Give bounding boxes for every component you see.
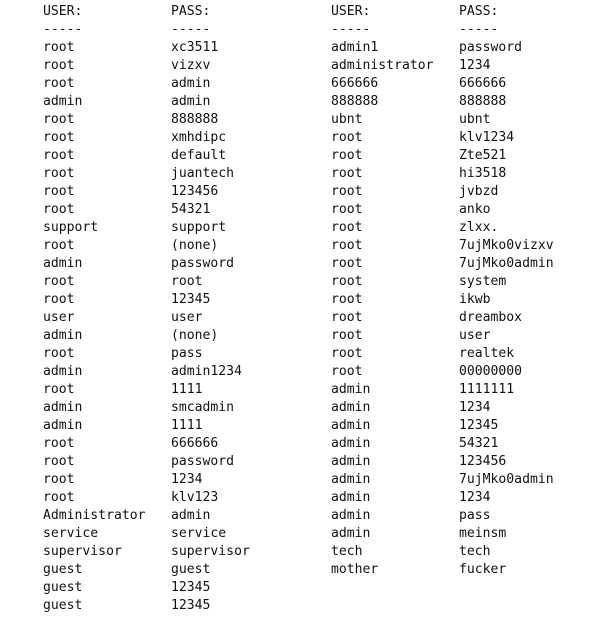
username-cell: admin [43,418,83,433]
username-cell: guest [43,562,83,577]
password-cell: realtek [459,346,515,361]
password-cell: klv123 [171,490,219,505]
password-cell: 888888 [171,112,219,127]
username-cell: root [331,346,363,361]
username-cell: root [43,202,75,217]
password-cell: smcadmin [171,400,235,415]
password-cell: user [171,310,203,325]
password-cell: 7ujMko0vizxv [459,238,554,253]
password-cell: zlxx. [459,220,499,235]
username-cell: admin [331,526,371,541]
divider: ----- [331,22,371,37]
username-cell: tech [331,544,363,559]
password-cell: jvbzd [459,184,499,199]
password-cell: xmhdipc [171,130,227,145]
password-cell: service [171,526,227,541]
password-cell: support [171,220,227,235]
password-cell: 1234 [459,490,491,505]
password-cell: admin1234 [171,364,242,379]
username-cell: root [331,202,363,217]
username-cell: root [331,166,363,181]
right-user-column [331,3,433,579]
username-cell: user [43,310,75,325]
username-cell: root [43,76,75,91]
username-cell: root [331,148,363,163]
divider: ----- [171,22,211,37]
left-user-column [43,3,145,615]
password-cell: system [459,274,507,289]
username-cell: root [43,112,75,127]
username-cell: admin [43,256,83,271]
password-cell: 12345 [171,598,211,613]
username-cell: root [331,256,363,271]
password-cell: xc3511 [171,40,219,55]
user-header: USER: [43,4,83,19]
password-cell: 1234 [459,58,491,73]
password-cell: 12345 [171,580,211,595]
username-cell: root [43,472,75,487]
password-cell: (none) [171,238,219,253]
password-cell: 7ujMko0admin [459,256,554,271]
password-cell: fucker [459,562,507,577]
password-cell: vizxv [171,58,211,73]
right-pass-column [459,3,554,579]
password-cell: anko [459,202,491,217]
password-cell: password [171,454,235,469]
username-cell: supervisor [43,544,122,559]
username-cell: admin [43,94,83,109]
username-cell: root [43,436,75,451]
username-cell: Administrator [43,508,146,523]
username-cell: admin [331,454,371,469]
password-cell: hi3518 [459,166,507,181]
password-cell: 1234 [171,472,203,487]
username-cell: root [331,220,363,235]
username-cell: mother [331,562,379,577]
username-cell: admin1 [331,40,379,55]
pass-header: PASS: [171,4,211,19]
password-cell: admin [171,508,211,523]
password-cell: 12345 [459,418,499,433]
username-cell: root [43,238,75,253]
username-cell: root [43,382,75,397]
password-cell: 1234 [459,400,491,415]
password-cell: klv1234 [459,130,515,145]
username-cell: root [43,58,75,73]
username-cell: root [43,454,75,469]
username-cell: root [43,148,75,163]
divider: ----- [459,22,499,37]
password-cell: 54321 [171,202,211,217]
username-cell: admin [331,418,371,433]
password-cell: meinsm [459,526,507,541]
username-cell: root [43,40,75,55]
password-cell: user [459,328,491,343]
username-cell: guest [43,580,83,595]
password-cell: 00000000 [459,364,523,379]
username-cell: 666666 [331,76,379,91]
username-cell: root [43,346,75,361]
password-cell: Zte521 [459,148,507,163]
password-cell: password [171,256,235,271]
password-cell: admin [171,76,211,91]
username-cell: admin [331,508,371,523]
username-cell: root [43,490,75,505]
password-cell: admin [171,94,211,109]
username-cell: root [43,274,75,289]
username-cell: guest [43,598,83,613]
username-cell: root [43,292,75,307]
password-cell: ikwb [459,292,491,307]
password-cell: 12345 [171,292,211,307]
password-cell: root [171,274,203,289]
password-cell: juantech [171,166,235,181]
username-cell: 888888 [331,94,379,109]
divider: ----- [43,22,83,37]
username-cell: administrator [331,58,434,73]
username-cell: admin [43,364,83,379]
password-cell: dreambox [459,310,523,325]
user-header: USER: [331,4,371,19]
username-cell: admin [331,472,371,487]
username-cell: root [331,274,363,289]
username-cell: admin [43,400,83,415]
password-cell: 888888 [459,94,507,109]
username-cell: admin [331,400,371,415]
password-cell: 123456 [459,454,507,469]
username-cell: root [331,364,363,379]
password-cell: 1111 [171,418,203,433]
password-cell: password [459,40,523,55]
username-cell: root [43,184,75,199]
password-cell: pass [459,508,491,523]
username-cell: ubnt [331,112,363,127]
password-cell: 666666 [171,436,219,451]
username-cell: root [331,292,363,307]
username-cell: root [43,130,75,145]
pass-header: PASS: [459,4,499,19]
password-cell: (none) [171,328,219,343]
username-cell: support [43,220,99,235]
password-cell: ubnt [459,112,491,127]
password-cell: guest [171,562,211,577]
password-cell: default [171,148,227,163]
username-cell: root [331,130,363,145]
password-cell: 1111111 [459,382,515,397]
username-cell: service [43,526,99,541]
password-cell: 1111 [171,382,203,397]
username-cell: root [331,310,363,325]
password-cell: pass [171,346,203,361]
password-cell: 54321 [459,436,499,451]
username-cell: root [331,328,363,343]
username-cell: root [43,166,75,181]
username-cell: root [331,184,363,199]
username-cell: admin [331,490,371,505]
left-pass-column [171,3,250,615]
username-cell: root [331,238,363,253]
password-cell: 666666 [459,76,507,91]
username-cell: admin [43,328,83,343]
password-cell: 7ujMko0admin [459,472,554,487]
username-cell: admin [331,382,371,397]
password-cell: supervisor [171,544,250,559]
password-cell: 123456 [171,184,219,199]
username-cell: admin [331,436,371,451]
password-cell: tech [459,544,491,559]
